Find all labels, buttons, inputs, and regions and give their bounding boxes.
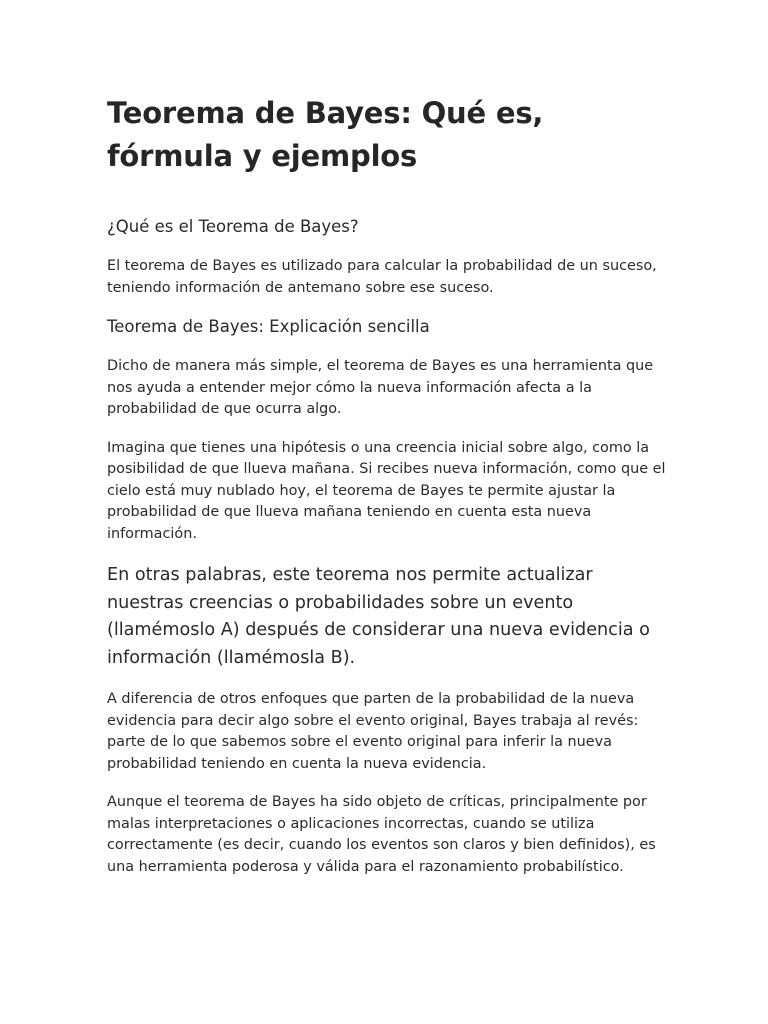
lead-paragraph: En otras palabras, este teorema nos permite actualizar nuestras creencias o probabilidades sobre un evento (llamémoslo A) después de considerar una nueva evidencia o información (llamémosla B). — [107, 565, 650, 668]
definition-paragraph: El teorema de Bayes es utilizado para calcular la probabilidad de un suceso, teniendo información de antemano sobre ese suceso. — [107, 258, 657, 296]
explanation-paragraph-2: Imagina que tienes una hipótesis o una creencia inicial sobre algo, como la posibilidad de que llueva mañana. Si recibes nueva información, como que el cielo está muy nublado hoy, el teorema de Bayes te permite ajustar la probabilidad de que llueva mañana teniendo en cuenta esta nueva información. — [107, 439, 666, 542]
closing-paragraph-2: Aunque el teorema de Bayes ha sido objeto de críticas, principalmente por malas interpretaciones o aplicaciones incorrectas, cuando se utiliza correctamente (es decir, cuando los eventos son claros y bien definidos), es una herramienta poderosa y válida para el razonamiento probabilístico. — [107, 794, 656, 875]
explanation-paragraph-1: Dicho de manera más simple, el teorema de Bayes es una herramienta que nos ayuda a entender mejor cómo la nueva información afecta a la probabilidad de que ocurra algo. — [107, 358, 654, 417]
section-heading-what-is: ¿Qué es el Teorema de Bayes? — [107, 217, 359, 236]
closing-paragraph-1: A diferencia de otros enfoques que parten de la probabilidad de la nueva evidencia para decir algo sobre el evento original, Bayes trabaja al revés: parte de lo que sabemos sobre el evento original para inferir la nueva probabilidad teniendo en cuenta la nueva evidencia. — [107, 691, 639, 772]
section-heading-explanation: Teorema de Bayes: Explicación sencilla — [107, 317, 430, 336]
page-title: Teorema de Bayes: Qué es, fórmula y ejemplos — [107, 96, 544, 173]
